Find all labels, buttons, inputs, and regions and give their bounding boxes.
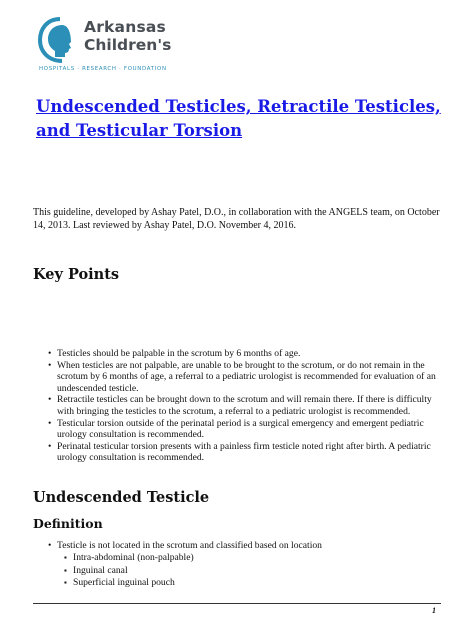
child-profile-icon (38, 16, 82, 64)
definition-list (48, 540, 440, 552)
list-item: • Retractile testicles can be brought down to the scrotum and will remain there. If there is difficulty with bringing the testicles to the scrotum, a referral to a pediatric urologist is recommended. (48, 394, 440, 417)
footer-divider (33, 603, 441, 604)
list-item: • Testicle is not located in the scrotum and classified based on location (48, 540, 440, 552)
list-item: • Testicles should be palpable in the scrotum by 6 months of age. (48, 348, 440, 360)
hospital-logo (38, 16, 198, 76)
key-points-heading: Key Points (33, 266, 120, 283)
logo-word-childrens: Children's (84, 36, 172, 54)
intro-paragraph: This guideline, developed by Ashay Patel, D.O., in collaboration with the ANGELS team, on October 14, 2013. Last reviewed by Ashay Patel, D.O. November 4, 2016. (33, 207, 440, 231)
list-item: ▪ Inguinal canal (64, 565, 434, 578)
page-title[interactable]: Undescended Testicles, Retractile Testicles, and Testicular Torsion (36, 97, 441, 140)
logo-word-arkansas: Arkansas (84, 18, 166, 36)
list-item: • Perinatal testicular torsion presents with a painless firm testicle noted right after birth. A pediatric urology consultation is recommended. (48, 441, 440, 464)
list-item: • Testicular torsion outside of the perinatal period is a surgical emergency and emergent pediatric urology consultation is recommended. (48, 418, 440, 441)
list-item: • When testicles are not palpable, are unable to be brought to the scrotum, or do not remain in the scrotum by 6 months of age, a referral to a pediatric urologist is recommended for evaluation of an undescended testicle. (48, 360, 440, 395)
key-points-list (48, 348, 440, 464)
list-item: ▪ Superficial inguinal pouch (64, 577, 434, 590)
page-number: 1 (432, 606, 436, 615)
list-item: ▪ Intra-abdominal (non-palpable) (64, 552, 434, 565)
logo-tagline: HOSPITALS · RESEARCH · FOUNDATION (39, 66, 167, 72)
definition-heading: Definition (33, 516, 103, 531)
undescended-heading: Undescended Testicle (33, 489, 210, 506)
location-sub-list (64, 552, 434, 590)
